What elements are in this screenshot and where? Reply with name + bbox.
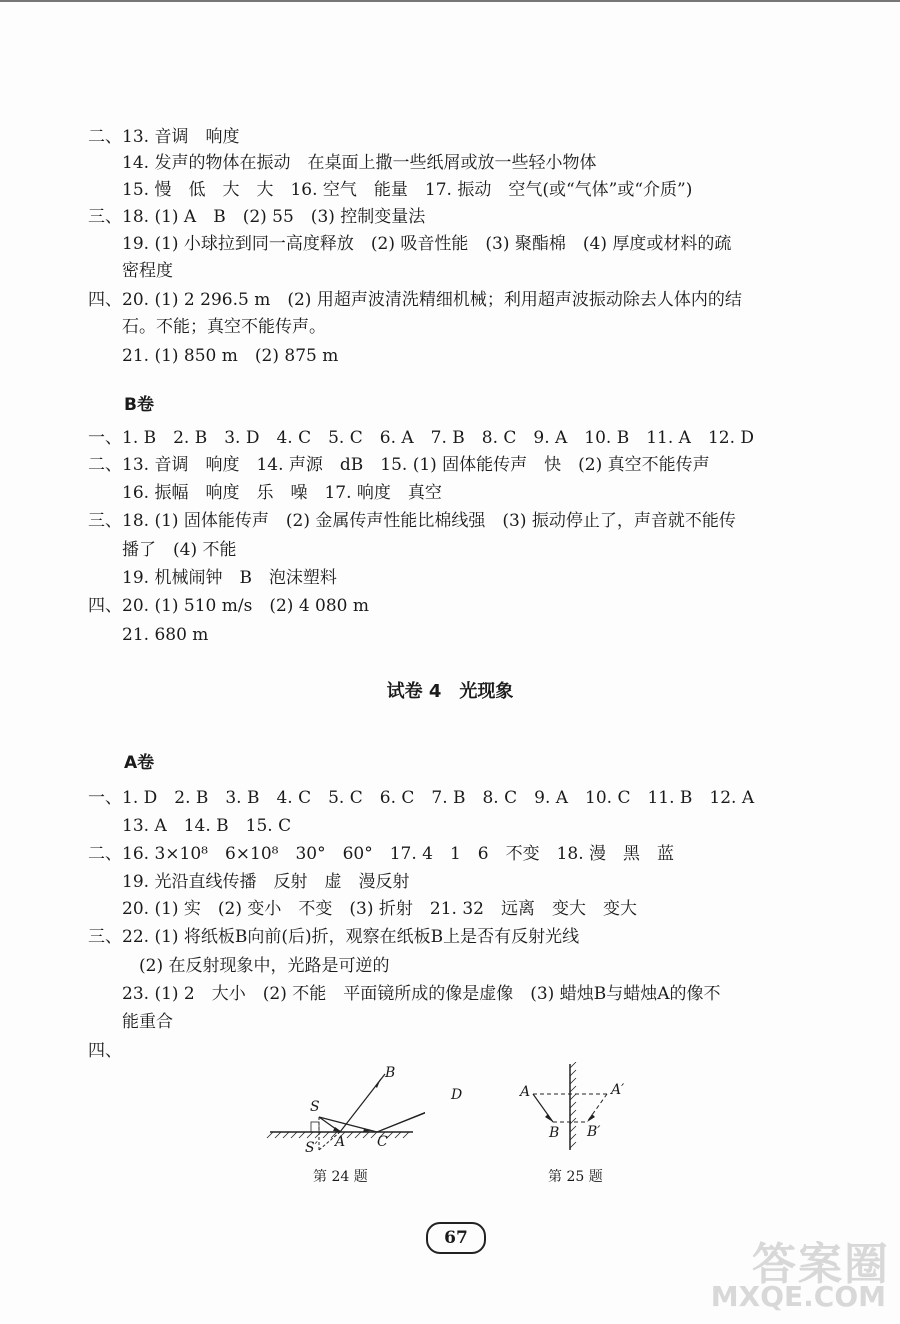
label-b-prime: B′ [587,1124,601,1140]
answer-line: 16. 振幅 响度 乐 噪 17. 响度 真空 [88,483,442,503]
label-a-prime: A′ [611,1082,625,1098]
top-rule [0,0,900,2]
figure-25 [515,1062,635,1192]
answer-line: 19. (1) 小球拉到同一高度释放 (2) 吸音性能 (3) 聚酯棉 (4) 厚度或材料的疏 [88,234,732,254]
answer-line: 20. (1) 实 (2) 变小 不变 (3) 折射 21. 32 远离 变大 变大 [88,899,637,919]
figure-caption: 第 24 题 [313,1169,368,1185]
answer-line: 一、1. D 2. B 3. B 4. C 5. C 6. C 7. B 8. C 9. A 10. C 11. B 12. A [88,788,755,808]
watermark-url: MXQE.COM [710,1280,886,1313]
section-label: 四、 [88,1041,122,1061]
section-heading-b: B卷 [124,395,154,415]
answer-line: 一、1. B 2. B 3. D 4. C 5. C 6. A 7. B 8. C 9. A 10. B 11. A 12. D [88,428,755,448]
answer-line: 石。不能；真空不能传声。 [88,317,326,337]
label-b: B [549,1125,560,1141]
label-s: S [310,1099,320,1115]
label-c: C [377,1134,388,1150]
answer-line: 二、13. 音调 响度 14. 声源 dB 15. (1) 固体能传声 快 (2) 真空不能传声 [88,455,710,475]
answer-line: 21. 680 m [88,625,209,645]
label-a: A [335,1134,346,1150]
answer-line: 二、16. 3×10⁸ 6×10⁸ 30° 60° 17. 4 1 6 不变 18. 漫 黑 蓝 [88,844,675,864]
answer-line: 密程度 [88,261,173,281]
paper-title: 试卷 4 光现象 [386,681,514,702]
answer-line: 13. A 14. B 15. C [88,816,292,836]
answer-line: 四、20. (1) 510 m/s (2) 4 080 m [88,596,370,616]
answer-line: 三、18. (1) A B (2) 55 (3) 控制变量法 [88,207,426,227]
figure-caption: 第 25 题 [548,1169,603,1185]
label-d: D [451,1087,463,1103]
label-s-prime: S′ [305,1140,318,1156]
answer-line: 三、18. (1) 固体能传声 (2) 金属传声性能比棉线强 (3) 振动停止了，声音就不能传 [88,511,736,531]
answer-line: 二、13. 音调 响度 [88,127,240,147]
answer-line: 23. (1) 2 大小 (2) 不能 平面镜所成的像是虚像 (3) 蜡烛B与蜡烛A的像不 [88,984,721,1004]
answer-line: 四、20. (1) 2 296.5 m (2) 用超声波清洗精细机械；利用超声波振动除去人体内的结 [88,290,742,310]
answer-line: 21. (1) 850 m (2) 875 m [88,346,339,366]
answer-line: 14. 发声的物体在振动 在桌面上撒一些纸屑或放一些轻小物体 [88,153,597,173]
figure-24 [265,1062,463,1192]
answer-line: 19. 光沿直线传播 反射 虚 漫反射 [88,872,410,892]
page-number: 67 [426,1222,486,1254]
answer-line: 播了 (4) 不能 [88,540,237,560]
answer-line: 三、22. (1) 将纸板B向前(后)折，观察在纸板B上是否有反射光线 [88,927,580,947]
answer-line: 15. 慢 低 大 大 16. 空气 能量 17. 振动 空气(或“气体”或“介质”) [88,180,693,200]
watermark-logo: 答案圈 [752,1239,890,1290]
section-heading-a: A卷 [124,753,155,773]
answer-line: 19. 机械闹钟 B 泡沫塑料 [88,568,337,588]
answer-line: 能重合 [88,1012,173,1032]
answer-line: (2) 在反射现象中，光路是可逆的 [88,956,390,976]
mirror-diagram [515,1062,635,1152]
label-a: A [520,1084,531,1100]
label-b: B [385,1065,396,1081]
